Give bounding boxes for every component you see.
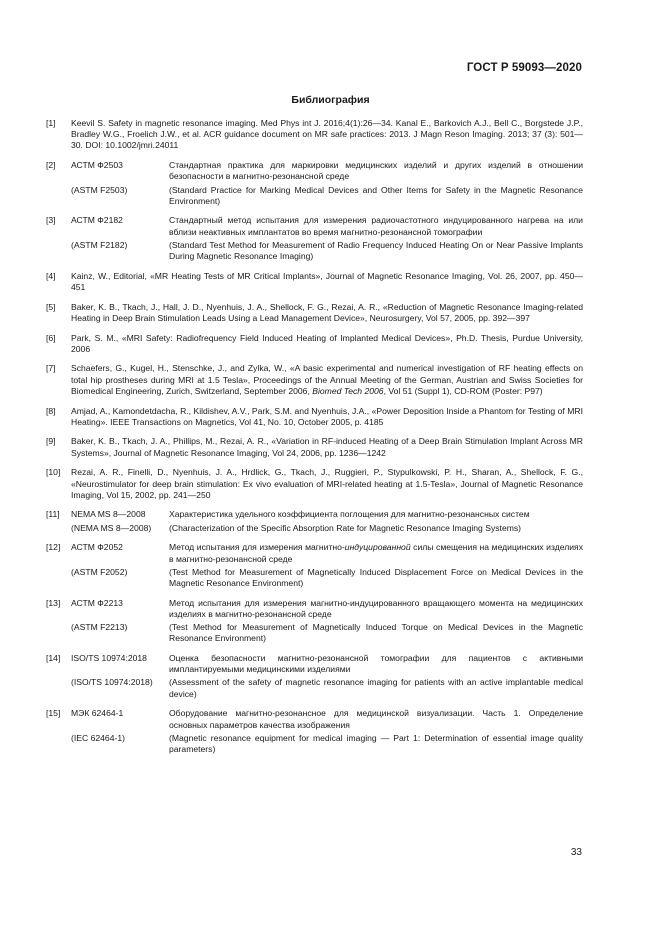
reference-title-ru-post: силы смещения на медицинских изделиях в магнитно-резонансной среде xyxy=(169,542,583,564)
reference-title-ru: Оценка безопасности магнитно-резонансной томографии для пациентов с активными имплантируемыми медицинскими изделиями xyxy=(169,653,583,675)
reference-title-en: (Assessment of the safety of magnetic resonance imaging for patients with an active implantable medical device) xyxy=(169,677,583,699)
reference-title-en: (Characterization of the Specific Absorption Rate for Magnetic Resonance Imaging Systems) xyxy=(169,522,522,533)
reference-code-en: (ASTM F2052) xyxy=(71,566,128,577)
reference-code: АСТМ Ф2503 xyxy=(71,160,123,171)
reference-title-ru: Стандартный метод испытания для измерения радиочастотного индуцированного нагрева на или вблизи неактивных имплантатов во время магнитно-резонансной томографии xyxy=(169,215,583,237)
reference-text-italic: Biomed Tech 2006 xyxy=(312,385,384,396)
reference-number: [1] xyxy=(46,118,56,128)
reference-item xyxy=(46,215,583,262)
reference-title-ru: Оборудование магнитно-резонансное для медицинской визуализации. Часть 1. Определение основных параметров качества изображения xyxy=(169,708,583,730)
reference-code: МЭК 62464-1 xyxy=(71,708,124,719)
reference-title-en: (Standard Practice for Marking Medical Devices and Other Items for Safety in the Magnetic Resonance Environment) xyxy=(169,184,583,206)
reference-code-en: (ASTM F2182) xyxy=(71,239,128,250)
reference-code-en: (ASTM F2503) xyxy=(71,184,128,195)
reference-text: Amjad, A., Kamondetdacha, R., Kildishev, A.V., Park, S.M. and Nyenhuis, J.A., «Power Deposition Inside a Phantom for Testing of MRI Heating». IEEE Transactions on Magnetics, Vol 41, No. 10, October 2005, p. 4185 xyxy=(71,405,583,427)
reference-code: NEMA MS 8—2008 xyxy=(71,509,146,520)
reference-text-tail: , Vol 51 (Suppl 1), CD-ROM (Poster: P97) xyxy=(383,385,543,396)
reference-item xyxy=(46,406,583,428)
reference-number: [5] xyxy=(46,301,56,312)
reference-title-en: (Standard Test Method for Measurement of Radio Frequency Induced Heating On or Near Passive Implants During Magnetic Resonance Imaging) xyxy=(169,239,583,262)
reference-code: ISO/TS 10974:2018 xyxy=(71,653,147,664)
reference-item xyxy=(46,363,583,397)
reference-item xyxy=(46,118,583,152)
reference-number: [3] xyxy=(46,215,56,226)
reference-title-ru-italic: индуцированной xyxy=(344,542,411,553)
standard-number: ГОСТ Р 59093—2020 xyxy=(466,62,582,74)
reference-text: Kainz, W., Editorial, «MR Heating Tests of MR Critical Implants», Journal of Magnetic Resonance Imaging, Vol. 26, 2007, pp. 450—451 xyxy=(71,270,583,292)
reference-item xyxy=(46,160,583,207)
reference-item xyxy=(46,302,583,324)
reference-item xyxy=(46,509,583,533)
reference-item xyxy=(46,653,583,700)
page-number: 33 xyxy=(570,847,582,858)
reference-title-en: (Magnetic resonance equipment for medical imaging — Part 1: Determination of essential image quality parameters) xyxy=(169,732,583,754)
reference-number: [14] xyxy=(46,653,61,664)
bibliography-list xyxy=(46,118,583,764)
reference-item xyxy=(46,436,583,458)
reference-title-ru: Стандартная практика для маркировки медицинских изделий и других изделий в отношении безопасности в магнитно-резонансной среде xyxy=(169,160,583,182)
reference-number: [12] xyxy=(46,542,61,553)
reference-item xyxy=(46,271,583,293)
reference-number: [6] xyxy=(46,332,56,343)
reference-code: АСТМ Ф2213 xyxy=(71,597,123,608)
reference-item xyxy=(46,542,583,589)
reference-item xyxy=(46,467,583,501)
reference-number: [15] xyxy=(46,708,61,719)
reference-title-en: (Test Method for Measurement of Magnetically Induced Displacement Force on Medical Devices in the Magnetic Resonance Environment) xyxy=(169,566,583,588)
reference-title-ru: Метод испытания для измерения магнитно-индуцированного вращающего момента на медицинских изделиях в магнитно-резонансной среде xyxy=(169,597,583,619)
reference-item xyxy=(46,598,583,645)
reference-text-main: Schaefers, G., Kugel, H., Stenschke, J., and Zylka, W., «A basic experimental and numerical investigation of RF heating effects on total hip prostheses during MRI at 1.5 Tesla», Proceedings of the Annual Meeting of the German, Austrian and Swiss Societies for Biomedical Engineering, Zurich, Switzerland, September 2006, xyxy=(71,363,583,396)
reference-text: Baker, K. B., Tkach, J., Hall, J. D., Nyenhuis, J. A., Shellock, F. G., Rezai, A. R., «Reduction of Magnetic Resonance Imaging-related Heating in Deep Brain Stimulation Leads Using a Lead Management Device», Neurosurgery, Vol 57, 2005, pp. 392—397 xyxy=(71,301,583,323)
reference-text: Baker, K. B., Tkach, J. A., Phillips, M., Rezai, A. R., «Variation in RF-induced Heating of a Deep Brain Stimulation Implant Across MR Systems», Journal of Magnetic Resonance Imaging, Vol 24, 2006, pp. 1236—1242 xyxy=(71,436,583,458)
reference-number: [9] xyxy=(46,436,56,447)
reference-code-en: (IEC 62464-1) xyxy=(71,732,125,743)
reference-item xyxy=(46,333,583,355)
reference-code: АСТМ Ф2052 xyxy=(71,542,123,553)
reference-number: [4] xyxy=(46,270,56,281)
section-title: Библиография xyxy=(291,94,370,106)
reference-text: Rezai, A. R., Finelli, D., Nyenhuis, J. A., Hrdlick, G., Tkach, J., Ruggieri, P., Stypulkowski, P. H., Sharan, A., Shellock, F. G., «Neurostimulator for deep brain stimulation: Ex vivo evaluation of MRI-related heating at 1.5-Tesla», Journal of Magnetic Resonance Imaging, Vol 15, 2002, pp. 241—250 xyxy=(71,467,583,500)
reference-title-ru xyxy=(169,542,583,564)
reference-code-en: (NEMA MS 8—2008) xyxy=(71,522,152,533)
reference-code-en: (ISO/TS 10974:2018) xyxy=(71,677,153,688)
reference-number: [10] xyxy=(46,467,61,478)
reference-number: [11] xyxy=(46,509,60,520)
reference-code-en: (ASTM F2213) xyxy=(71,622,128,633)
reference-number: [8] xyxy=(46,405,56,416)
reference-text: Park, S. M., «MRI Safety: Radiofrequency Field Induced Heating of Implanted Medical Devices», Ph.D. Thesis, Purdue University, 2006 xyxy=(71,332,583,354)
reference-text: Keevil S. Safety in magnetic resonance imaging. Med Phys int J. 2016;4(1):26—34. Kanal E., Barkovich A.J., Bell C., Borgstede J.P., Bradley W.G., Froelich J.W., et al. ACR guidance document on MR safe practices: 2013. J Magn Reson Imaging. 2013; 37 (3): 501—30. DOI: 10.1002/jmri.24011 xyxy=(71,118,583,151)
reference-title-en: (Test Method for Measurement of Magnetically Induced Torque on Medical Devices in the Magnetic Resonance Environment) xyxy=(169,622,583,644)
reference-number: [13] xyxy=(46,597,61,608)
reference-number: [2] xyxy=(46,160,56,171)
reference-number: [7] xyxy=(46,363,56,374)
reference-text xyxy=(71,363,583,397)
reference-item xyxy=(46,708,583,755)
reference-title-ru-pre: Метод испытания для измерения магнитно- xyxy=(169,542,345,553)
reference-code: АСТМ Ф2182 xyxy=(71,215,123,226)
reference-title-ru: Характеристика удельного коэффициента поглощения для магнитно-резонансных систем xyxy=(169,509,530,520)
